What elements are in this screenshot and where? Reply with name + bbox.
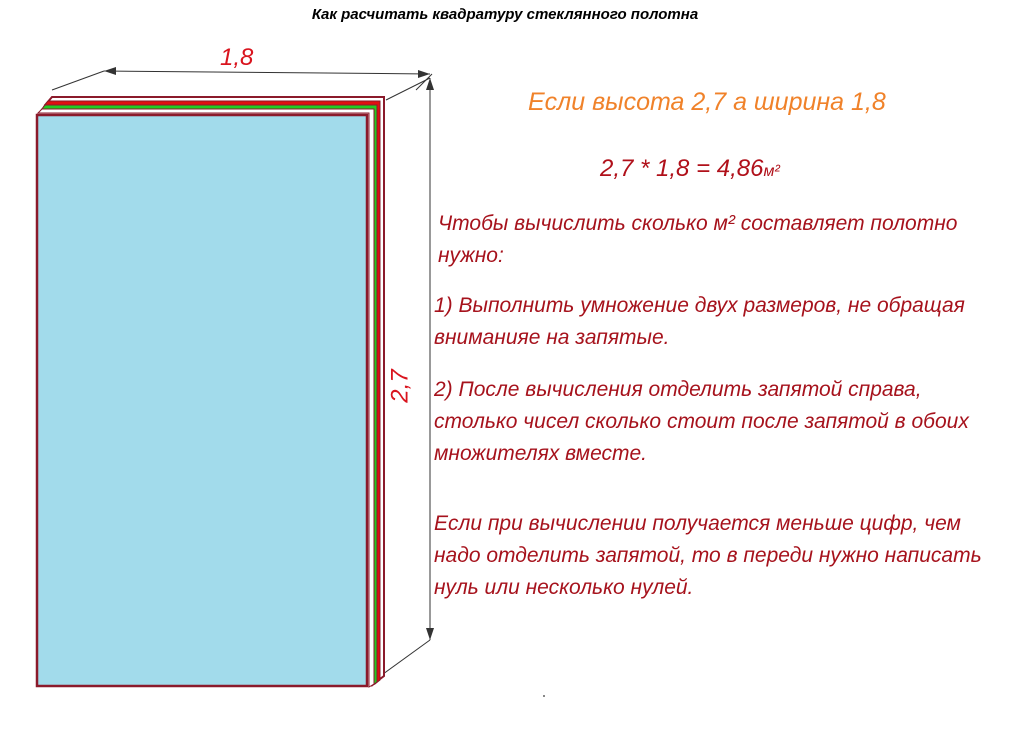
example-heading: Если высота 2,7 а ширина 1,8: [528, 88, 886, 116]
instruction-step-2: 2) После вычисления отделить запятой справа, столько чисел сколько стоит после запятой в обоих множителях вместе.: [434, 378, 969, 465]
formula-unit: м²: [763, 163, 780, 180]
width-dimension-label: 1,8: [220, 44, 254, 71]
formula-expression: 2,7 * 1,8 = 4,86: [600, 155, 764, 182]
instruction-step-1: 1) Выполнить умножение двух размеров, не обращая вниманияе на запятые.: [434, 294, 965, 349]
glass-front-face: [37, 115, 367, 686]
leading-zeros-tip: Если при вычислении получается меньше цифр, чем надо отделить запятой, то в переди нужно написать нуль или несколько нулей.: [434, 512, 982, 599]
instructions-intro: Чтобы вычислить сколько м² составляет полотно нужно:: [438, 212, 958, 267]
height-dimension-label: 2,7: [386, 369, 414, 403]
stray-dot: [543, 695, 545, 697]
area-formula: [600, 155, 780, 183]
glass-panel: [37, 97, 384, 687]
page-title: Как расчитать квадратуру стеклянного полотна: [311, 6, 699, 23]
